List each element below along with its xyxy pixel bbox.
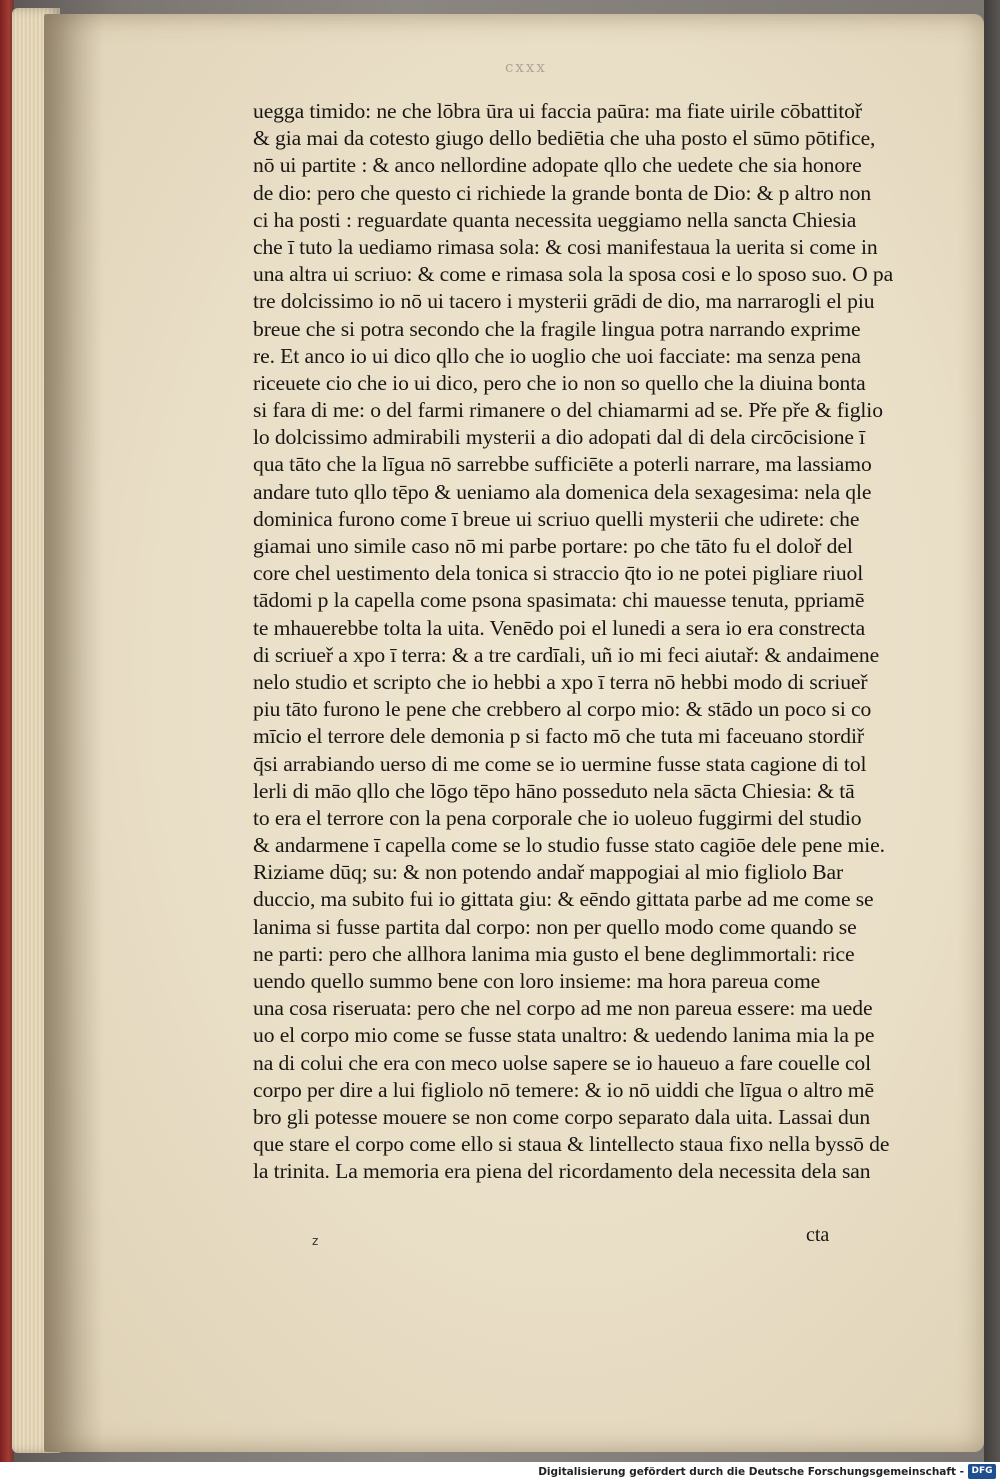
text-line: mīcio el terrore dele demonia p si facto mō che tuta mi faceuano stordiř [253, 724, 864, 749]
text-line: breue che si potra secondo che la fragile lingua potra narrando exprime [253, 316, 861, 341]
gutter-shadow [44, 14, 104, 1452]
text-line: una altra ui scriuo: & come e rimasa sola la sposa cosi e lo sposo suo. O pa [253, 262, 894, 287]
text-line: uo el corpo mio come se fusse stata unaltro: & uedendo lanima mia la pe [253, 1023, 875, 1048]
text-line: lanima si fusse partita dal corpo: non per quello modo come quando se [253, 914, 857, 939]
text-line: qua tāto che la līgua nō sarrebbe sufficiēte a poterli narrare, ma lassiamo [253, 452, 872, 477]
text-line: corpo per dire a lui figliolo nō temere: & io nō uiddi che līgua o altro mē [253, 1077, 874, 1102]
text-line: bro gli potesse mouere se non come corpo separato dala uita. Lassai dun [253, 1104, 871, 1129]
text-line: si fara di me: o del farmi rimanere o del chiamarmi ad se. Pře pře & figlio [253, 398, 883, 423]
folio-number: cxxx [505, 58, 547, 76]
text-line [253, 1186, 913, 1213]
text-line: na di colui che era con meco uolse sapere se io haueuo a fare couelle col [253, 1050, 872, 1075]
text-line: riceuete cio che io ui dico, pero che io non so quello che la diuina bonta [253, 370, 866, 395]
text-line: & gia mai da cotesto giugo dello bediētia che uha posto el sūmo pōtifice, [253, 126, 876, 151]
text-line: uendo quello summo bene con loro insieme: ma hora pareua come [253, 969, 821, 993]
text-line: giamai uno simile caso nō mi parbe portare: po che tāto fu el doloř del [253, 534, 853, 558]
text-line: to era el terrore con la pena corporale che io uoleuo fuggirmi del studio [253, 805, 862, 830]
text-line: uegga timido: ne che lōbra ūra ui faccia paūra: ma fiate uirile cōbattitoř [253, 99, 862, 123]
scan-right-border [984, 0, 1000, 1482]
text-line: una cosa riseruata: pero che nel corpo ad me non pareua essere: ma uede [253, 996, 873, 1021]
funding-notice: Digitalisierung gefördert durch die Deutsche Forschungsgemeinschaft - [538, 1466, 964, 1478]
text-line: tre dolcissimo io nō ui tacero i mysterii grādi de dio, ma narrarogli el piu [253, 289, 875, 314]
text-line: q̄si arrabiando uerso di me come se io uermine fusse stata cagione di tol [253, 751, 867, 776]
text-line: ci ha posti : reguardate quanta necessita ueggiamo nella sancta Chiesia [253, 207, 857, 232]
text-line: nelo studio et scripto che io hebbi a xpo ī terra nō hebbi modo di scriueř [253, 669, 868, 694]
text-line: lerli di māo qllo che lōgo tēpo hāno posseduto nela sācta Chiesia: & tā [253, 778, 855, 803]
text-line: nō ui partite : & anco nellordine adopate qllo che uedete che sia honore [253, 153, 862, 178]
text-line: piu tāto furono le pene che crebbero al corpo mio: & stādo un poco si co [253, 697, 872, 722]
text-line: te mhauerebbe tolta la uita. Venēdo poi el lunedi a sera io era constrecta [253, 615, 866, 640]
text-line: lo dolcissimo admirabili mysterii a dio adopati dal di dela circōcisione ī [253, 425, 866, 450]
text-line: tādomi p la capella come psona spasimata: chi mauesse tenuta, ppriamē [253, 588, 865, 613]
dfg-logo: DFG [968, 1464, 996, 1479]
text-line: & andarmene ī capella come se lo studio fusse stato cagiōe dele pene mie. [253, 833, 885, 858]
text-line: re. Et anco io ui dico qllo che io uoglio che uoi facciate: ma senza pena [253, 343, 861, 368]
text-line: dominica furono come ī breue ui scriuo quelli mysterii che udirete: che [253, 506, 860, 531]
text-line: duccio, ma subito fui io gittata giu: & eēndo gittata parbe ad me come se [253, 887, 874, 912]
catchword: cta [806, 1224, 830, 1246]
signature-mark: z [312, 1234, 319, 1248]
text-line: che ī tuto la uediamo rimasa sola: & cosi manifestaua la uerita si come in [253, 234, 878, 259]
text-line: Riziame dūq; su: & non potendo andař mappogiai al mio figliolo Bar [253, 860, 844, 885]
text-line: ne parti: pero che allhora lanima mia gusto el bene deglimmortali: rice [253, 941, 855, 966]
text-line: la trinita. La memoria era piena del ricordamento dela necessita dela san [253, 1159, 871, 1184]
text-line: que stare el corpo come ello si staua & lintellecto staua fixo nella byssō de [253, 1132, 890, 1157]
text-line: andare tuto qllo tēpo & ueniamo ala domenica dela sexagesima: nela qle [253, 479, 872, 504]
text-line: de dio: pero che questo ci richiede la grande bonta de Dio: & p altro non [253, 180, 872, 205]
text-line: di scriueř a xpo ī terra: & a tre cardīali, uñ io mi feci aiutař: & andaimene [253, 642, 880, 667]
text-line: core chel uestimento dela tonica si straccio q̄to io ne potei pigliare riuol [253, 561, 864, 586]
page-text-block [253, 98, 913, 1238]
